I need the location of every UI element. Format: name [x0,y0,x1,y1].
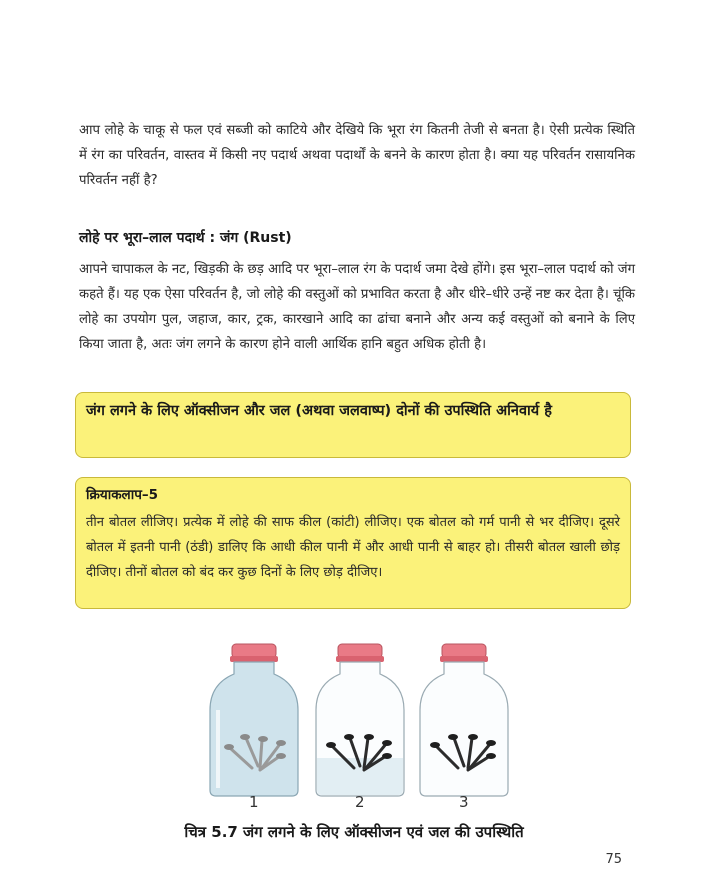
bottle-1-full-water [210,644,298,796]
intro-paragraph: आप लोहे के चाकू से फल एवं सब्जी को काटिये और देखिये कि भूरा रंग कितनी तेजी से बनता है। ऐसी प्रत्येक स्थिति में रंग का परिवर्तन, वास्तव में किसी नए पदार्थ अथवा पदार्थों के बनने के कारण होता है। क्या यह परिवर्तन रासायनिक परिवर्तन नहीं है? [79,123,635,188]
section-heading-rust: लोहे पर भूरा–लाल पदार्थ : जंग (Rust) [79,230,292,246]
bottle-label-3: 3 [459,793,469,811]
activity-box [75,477,631,609]
page-number: 75 [605,852,622,867]
three-bottles-illustration [200,640,520,815]
key-point-box [75,392,631,458]
rust-paragraph: आपने चापाकल के नट, खिड़की के छड़ आदि पर भूरा–लाल रंग के पदार्थ जमा देखे होंगे। इस भूरा–लाल पदार्थ को जंग कहते हैं। यह एक ऐसा परिवर्तन है, जो लोहे की वस्तुओं को प्रभावित करता है और धीरे–धीरे उन्हें नष्ट कर देता है। चूंकि लोहे का उपयोग पुल, जहाज, कार, ट्रक, कारखाने आदि का ढांचा बनाने और अन्य कई वस्तुओं को बनाने के लिए किया जाता है, अतः जंग लगने के कारण होने वाली आर्थिक हानि बहुत अधिक होती है। [79,262,635,352]
activity-title: क्रियाकलाप–5 [86,487,159,503]
bottle-3-empty [420,644,508,796]
bottle-label-2: 2 [355,793,365,811]
key-point-text: जंग लगने के लिए ऑक्सीजन और जल (अथवा जलवाष्प) दोनों की उपस्थिति अनिवार्य है [86,403,552,419]
bottle-label-1: 1 [249,793,259,811]
figure-caption: चित्र 5.7 जंग लगने के लिए ऑक्सीजन एवं जल की उपस्थिति [184,823,524,841]
activity-text: तीन बोतल लीजिए। प्रत्येक में लोहे की साफ कील (कांटी) लीजिए। एक बोतल को गर्म पानी से भर दीजिए। दूसरे बोतल में इतनी पानी (ठंडी) डालिए कि आधी कील पानी में और आधी पानी से बाहर हो। तीसरी बोतल खाली छोड़ दीजिए। तीनों बोतल को बंद कर कुछ दिनों के लिए छोड़ दीजिए। [86,515,620,580]
bottle-2-half-water [316,644,404,796]
